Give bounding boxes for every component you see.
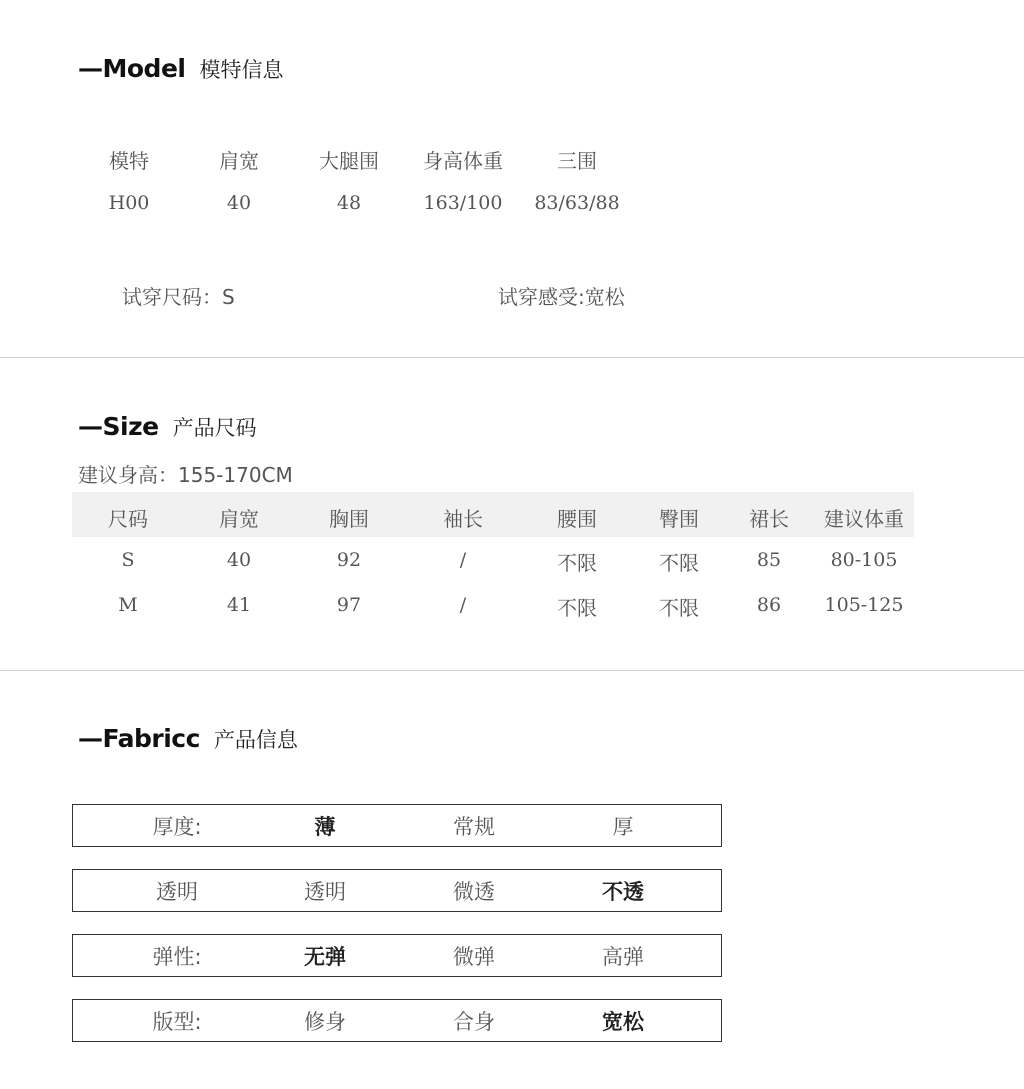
size-row-m-length: 86 [756,594,782,616]
fabric-label-elasticity: 弹性: [152,944,202,969]
size-title-en: —Size [78,412,159,441]
size-header-sleeve: 袖长 [443,507,483,531]
fabric-row-thickness [72,804,722,847]
fabric-option-fit-1: 合身 [453,1009,495,1034]
size-header-hip: 臀围 [659,507,699,531]
size-header-shoulder: 肩宽 [219,507,259,531]
size-row-m-hip: 不限 [659,596,699,620]
model-value-thigh: 48 [336,192,362,214]
size-row-s-waist: 不限 [557,551,597,575]
size-row-s-weight: 80-105 [830,549,898,571]
fabric-option-elasticity-2: 高弹 [602,944,644,969]
fabric-option-thickness-2: 厚 [612,814,634,839]
size-header-bust: 胸围 [329,507,369,531]
section-divider [0,357,1024,358]
size-row-m-weight: 105-125 [824,594,904,616]
size-header-waist: 腰围 [557,507,597,531]
size-row-s-hip: 不限 [659,551,699,575]
fabric-label-thickness: 厚度: [152,814,202,839]
size-row-m-sleeve: / [459,594,467,616]
size-header-size: 尺码 [108,507,148,531]
model-value-model: H00 [108,192,150,214]
fabric-option-transparency-1: 微透 [453,879,495,904]
fabric-label-fit: 版型: [152,1009,202,1034]
fabric-row-transparency [72,869,722,912]
model-title-en: —Model [78,54,186,83]
fabric-option-fit-2: 宽松 [602,1009,644,1034]
model-section-title [78,54,283,84]
fabric-option-fit-0: 修身 [304,1009,346,1034]
try-feel: 试穿感受:宽松 [498,285,625,309]
fabric-title-en: —Fabricc [78,724,200,753]
model-header-model: 模特 [109,149,149,173]
fabric-row-elasticity [72,934,722,977]
fabric-row-fit [72,999,722,1042]
fabric-section-title [78,724,298,754]
size-header-weight: 建议体重 [824,507,904,531]
fabric-label-transparency: 透明 [156,879,198,904]
size-row-s-shoulder: 40 [226,549,252,571]
size-header-length: 裙长 [749,507,789,531]
size-row-s-bust: 92 [336,549,362,571]
fabric-title-cn: 产品信息 [213,728,298,752]
size-title-cn: 产品尺码 [172,416,257,440]
size-section-title [78,412,257,442]
fabric-option-elasticity-0: 无弹 [304,944,346,969]
fabric-option-elasticity-1: 微弹 [453,944,495,969]
model-value-height-weight: 163/100 [423,192,503,214]
size-row-s-sleeve: / [459,549,467,571]
fabric-option-thickness-0: 薄 [314,814,336,839]
recommended-height: 建议身高：155-170CM [78,463,293,487]
model-header-height-weight: 身高体重 [423,149,503,173]
size-row-m-size: M [118,594,138,616]
fabric-option-transparency-0: 透明 [304,879,346,904]
fabric-option-thickness-1: 常规 [453,814,495,839]
model-header-measurements: 三围 [557,149,597,173]
model-title-cn: 模特信息 [199,58,284,82]
model-value-measurements: 83/63/88 [534,192,620,214]
model-header-thigh: 大腿围 [319,149,379,173]
size-row-m-bust: 97 [336,594,362,616]
size-row-m-shoulder: 41 [226,594,252,616]
size-row-m-waist: 不限 [557,596,597,620]
try-size: 试穿尺码：S [122,285,235,309]
section-divider [0,670,1024,671]
fabric-option-transparency-2: 不透 [602,879,644,904]
size-row-s-size: S [121,549,135,571]
model-value-shoulder: 40 [226,192,252,214]
model-header-shoulder: 肩宽 [219,149,259,173]
size-row-s-length: 85 [756,549,782,571]
